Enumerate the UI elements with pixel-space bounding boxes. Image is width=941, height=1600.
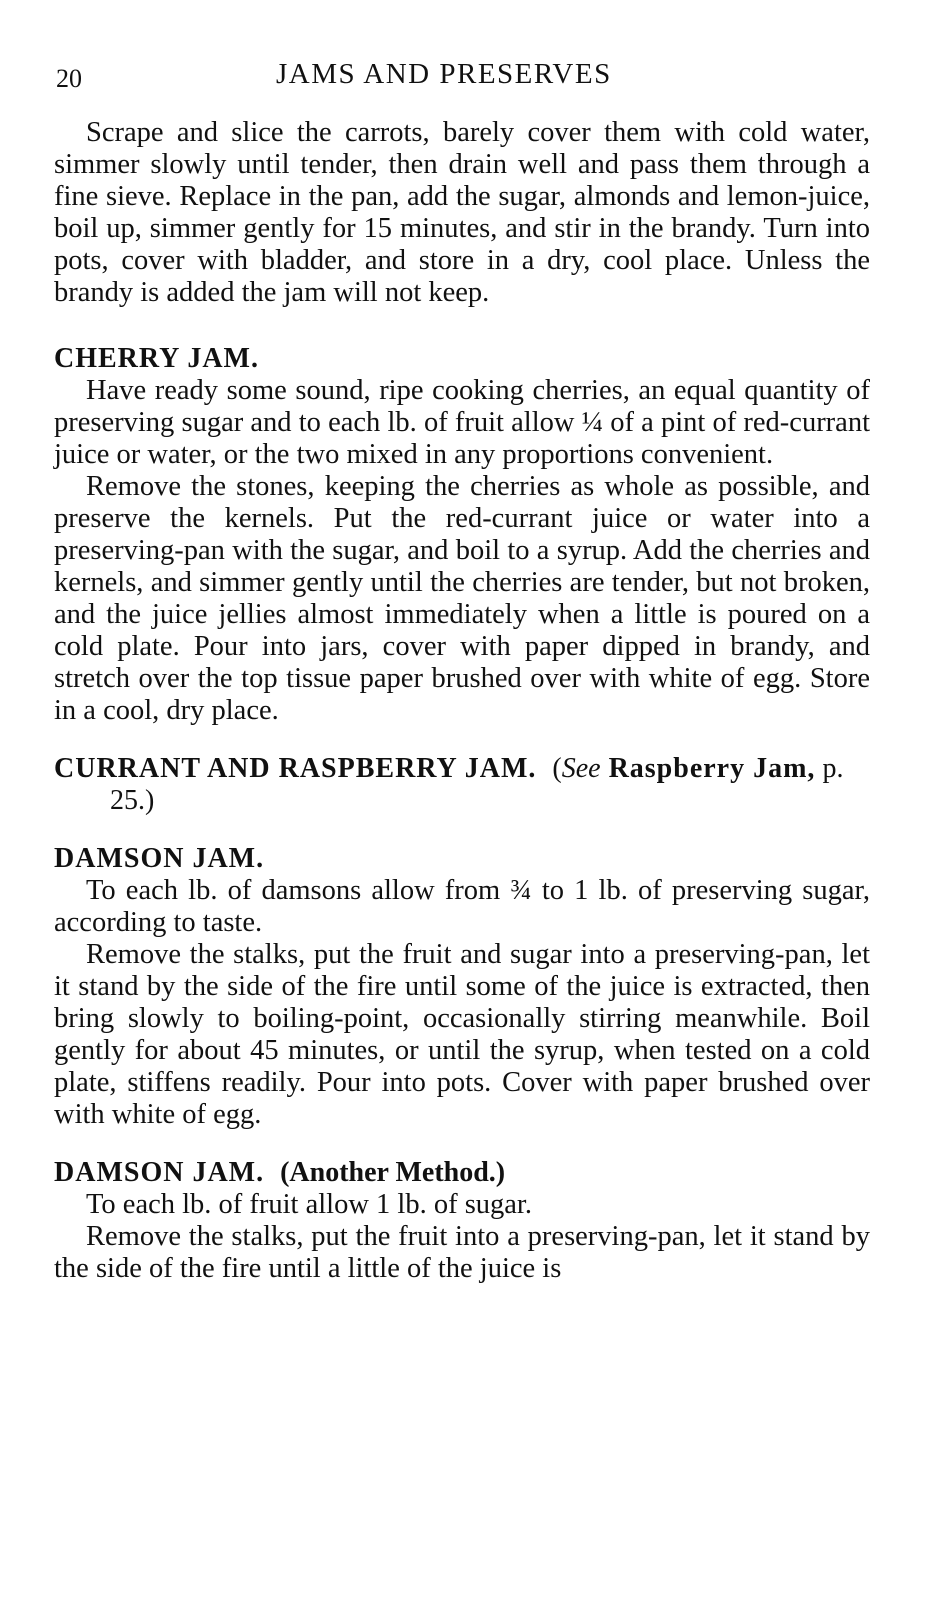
damson-jam-another-paragraph-1: To each lb. of fruit allow 1 lb. of sugar. [86,1189,532,1220]
currant-raspberry-jam-title: CURRANT AND RASPBERRY JAM. [54,753,537,784]
damson-jam-paragraph-1: To each lb. of damsons allow from ¾ to 1 lb. of preserving sugar, according to taste. [54,875,870,938]
cross-reference-see: See [561,753,601,784]
cherry-jam-heading: CHERRY JAM. [54,343,259,374]
damson-jam-another-title: DAMSON JAM. [54,1157,265,1188]
damson-jam-another-heading [54,1157,870,1189]
cross-reference-target: Raspberry Jam, [600,753,816,784]
page-number: 20 [56,64,82,93]
currant-raspberry-jam-heading [54,753,870,817]
cross-reference-page: p. 25.) [110,753,844,816]
cherry-jam-paragraph-1: Have ready some sound, ripe cooking cherries, an equal quantity of preserving sugar and to each lb. of fruit allow ¼ of a pint of red-currant juice or water, or the two mixed in any proportions convenient. [54,375,870,470]
damson-jam-heading: DAMSON JAM. [54,843,265,874]
damson-jam-paragraph-2: Remove the stalks, put the fruit and sugar into a preserving-pan, let it stand by the side of the fire until some of the juice is extracted, then bring slowly to boiling-point, occasionally stirring meanwhile. Boil gently for about 45 minutes, or until the syrup, when tested on a cold plate, stiffens readily. Pour into pots. Cover with paper brushed over with white of egg. [54,939,870,1130]
running-title: JAMS AND PRESERVES [276,58,612,90]
cherry-jam-paragraph-2: Remove the stones, keeping the cherries as whole as possible, and preserve the kernels. Put the red-currant juice or water into a preserving-pan with the sugar, and boil to a syrup. Add the cherries and kernels, and simmer gently until the cherries are tender, but not broken, and the juice jellies almost immediately when a little is poured on a cold plate. Pour into jars, cover with paper dipped in brandy, and stretch over the top tissue paper brushed over with white of egg. Store in a cool, dry place. [54,471,870,726]
damson-jam-another-method: (Another Method.) [280,1157,506,1188]
page-body [54,117,870,1285]
carrot-jam-continued-paragraph: Scrape and slice the carrots, barely cover them with cold water, simmer slowly until tender, then drain well and pass them through a fine sieve. Replace in the pan, add the sugar, almonds and lemon-juice, boil up, simmer gently for 15 minutes, and stir in the brandy. Turn into pots, cover with bladder, and store in a dry, cool place. Unless the brandy is added the jam will not keep. [54,117,870,308]
running-head [56,58,878,98]
cross-reference-open: ( [552,753,562,784]
damson-jam-another-paragraph-2: Remove the stalks, put the fruit into a preserving-pan, let it stand by the side of the fire until a little of the juice is [54,1221,870,1284]
